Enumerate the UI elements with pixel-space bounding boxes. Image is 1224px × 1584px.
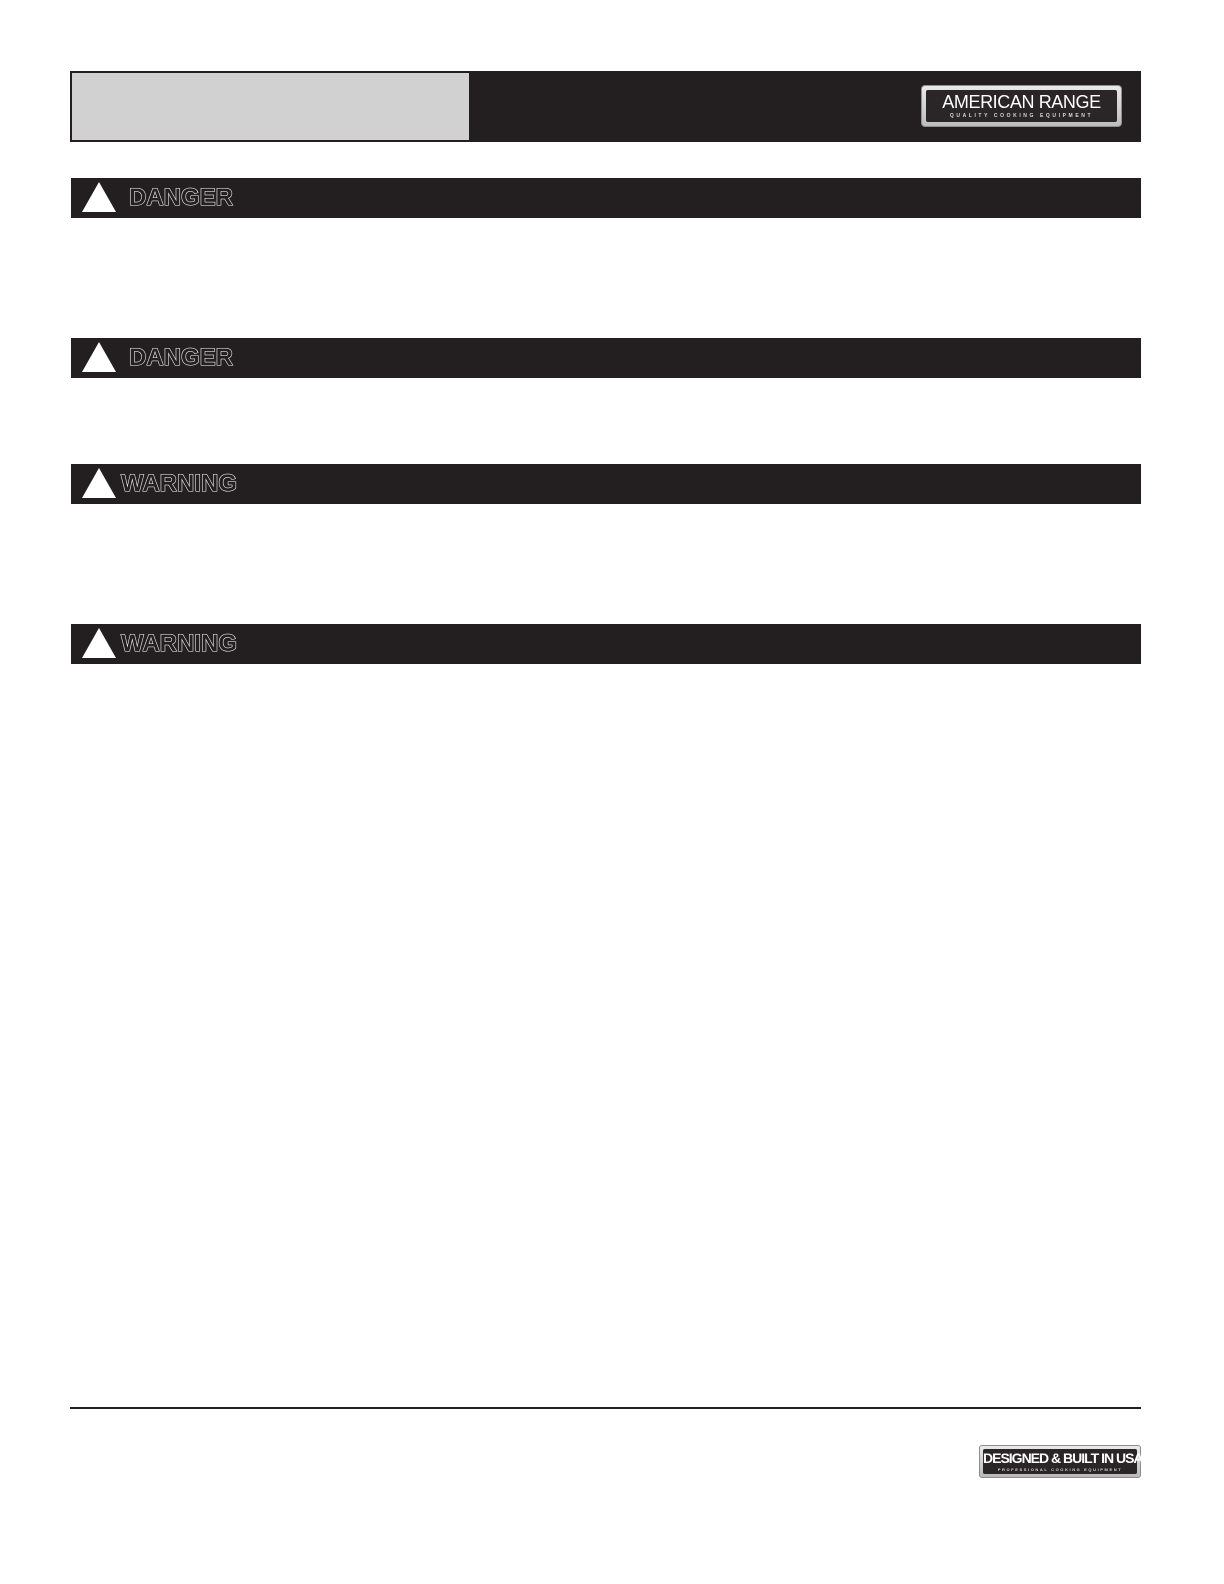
- danger-label: DANGER: [129, 184, 234, 211]
- logo-plate: [926, 90, 1117, 122]
- american-range-logo: [921, 85, 1122, 127]
- badge-text: DESIGNED & BUILT IN USA: [983, 1450, 1143, 1466]
- warning-triangle-icon: [81, 467, 117, 499]
- designed-built-usa-badge: [979, 1445, 1141, 1478]
- logo-text: AMERICAN RANGE: [942, 92, 1101, 112]
- logo-tagline: QUALITY COOKING EQUIPMENT: [949, 113, 1094, 119]
- header-title-panel: [72, 73, 469, 140]
- warning-bar-1: [71, 464, 1141, 504]
- danger-bar-1: [71, 178, 1141, 218]
- warning-label: WARNING: [121, 630, 237, 657]
- danger-label: DANGER: [129, 344, 234, 371]
- warning-bar-2: [71, 624, 1141, 664]
- badge-tagline: PROFESSIONAL COOKING EQUIPMENT: [997, 1467, 1123, 1472]
- footer-divider: [70, 1407, 1141, 1409]
- badge-plate: [983, 1449, 1143, 1474]
- warning-triangle-icon: [81, 341, 117, 373]
- warning-triangle-icon: [81, 627, 117, 659]
- danger-bar-2: [71, 338, 1141, 378]
- warning-triangle-icon: [81, 181, 117, 213]
- warning-label: WARNING: [121, 470, 237, 497]
